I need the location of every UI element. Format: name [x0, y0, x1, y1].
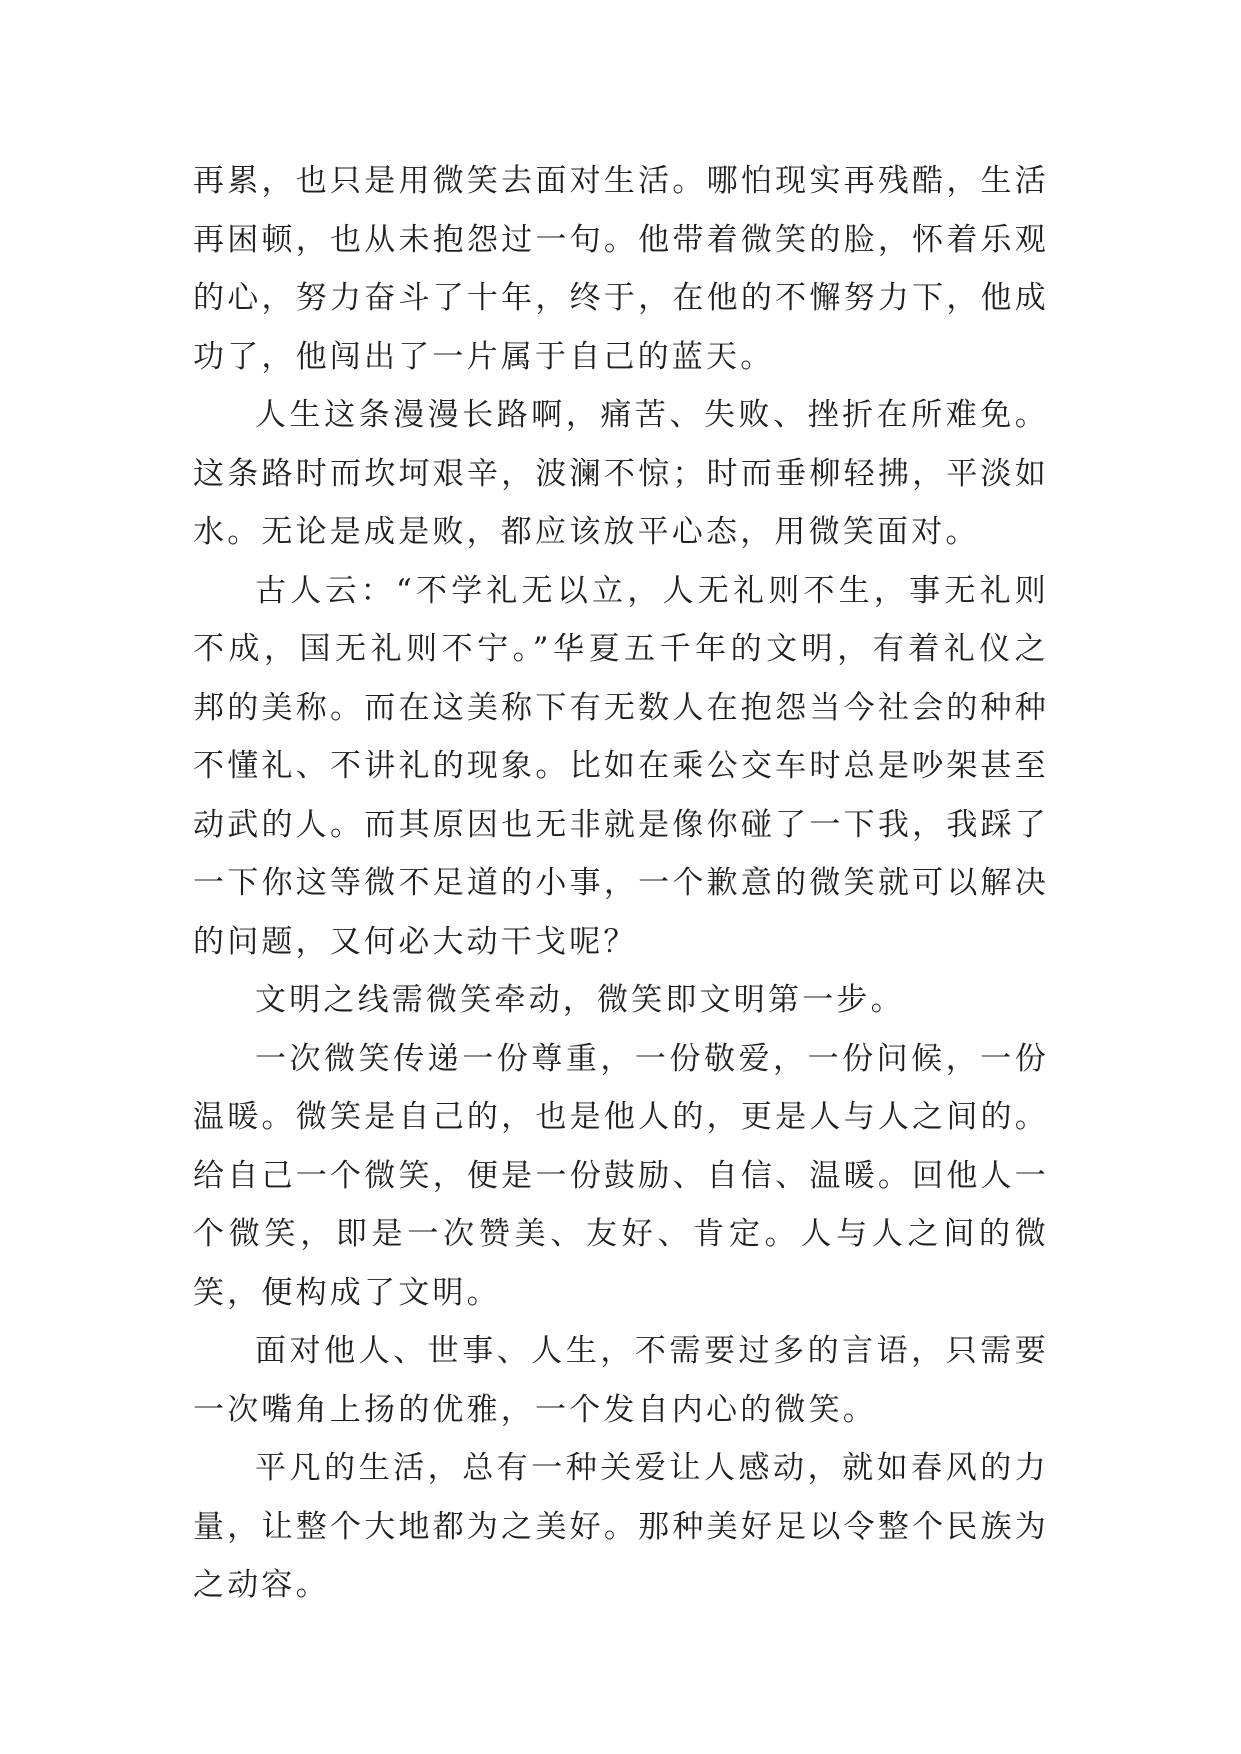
paragraph: 面对他人、世事、人生，不需要过多的言语，只需要一次嘴角上扬的优雅，一个发自内心的微笑。	[193, 1333, 1049, 1428]
paragraph: 一次微笑传递一份尊重，一份敬爱，一份问候，一份温暖。微笑是自己的，也是他人的，更是人与人之间的。给自己一个微笑，便是一份鼓励、自信、温暖。回他人一个微笑，即是一次赞美、友好、肯定。人与人之间的微笑，便构成了文明。	[193, 1040, 1049, 1311]
paragraph: 平凡的生活，总有一种关爱让人感动，就如春风的力量，让整个大地都为之美好。那种美好足以令整个民族为之动容。	[193, 1450, 1049, 1603]
paragraph: 再累，也只是用微笑去面对生活。哪怕现实再残酷，生活再困顿，也从未抱怨过一句。他带着微笑的脸，怀着乐观的心，努力奋斗了十年，终于，在他的不懈努力下，他成功了，他闯出了一片属于自己的蓝天。	[193, 163, 1049, 375]
paragraph: 文明之线需微笑牵动，微笑即文明第一步。	[255, 982, 905, 1018]
paragraph: 人生这条漫漫长路啊，痛苦、失败、挫折在所难免。这条路时而坎坷艰辛，波澜不惊；时而垂柳轻拂，平淡如水。无论是成是败，都应该放平心态，用微笑面对。	[193, 397, 1049, 550]
document-body	[193, 152, 1049, 1615]
paragraph: 古人云：“不学礼无以立，人无礼则不生，事无礼则不成，国无礼则不宁。”华夏五千年的文明，有着礼仪之邦的美称。而在这美称下有无数人在抱怨当今社会的种种不懂礼、不讲礼的现象。比如在乘公交车时总是吵架甚至动武的人。而其原因也无非就是像你碰了一下我，我踩了一下你这等微不足道的小事，一个歉意的微笑就可以解决的问题，又何必大动干戈呢？	[193, 572, 1049, 960]
